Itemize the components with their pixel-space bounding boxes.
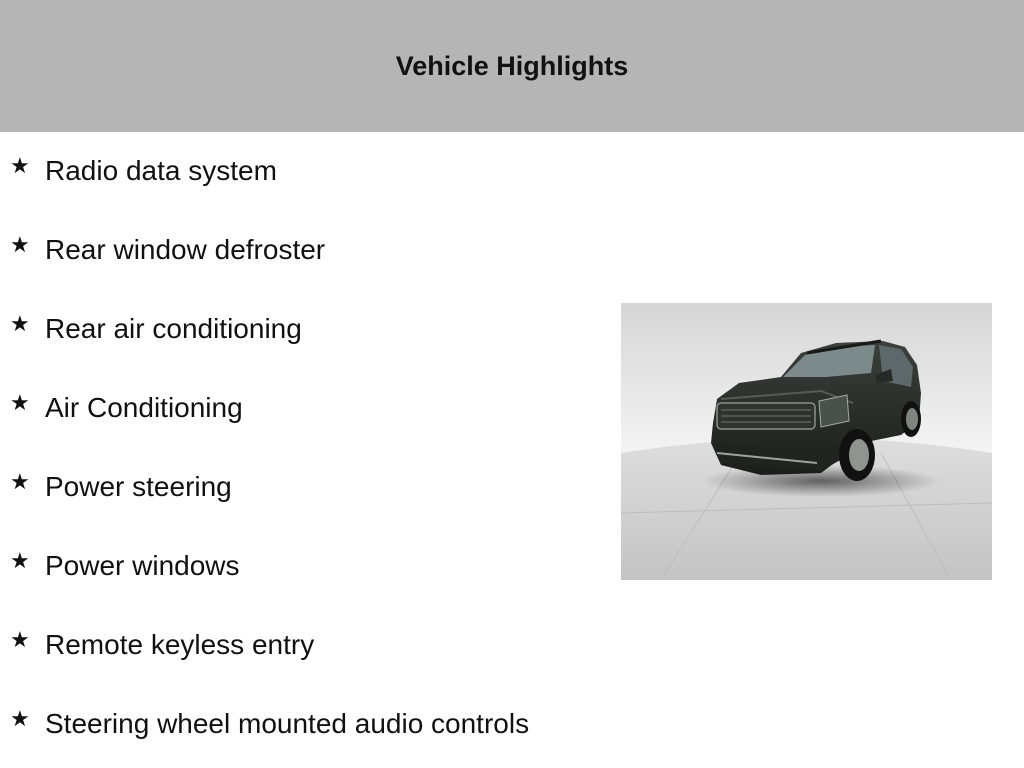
feature-label: Power steering [45,471,232,502]
star-icon: ★ [10,628,30,653]
feature-label: Power windows [45,550,240,581]
feature-list [0,132,600,764]
feature-label: Rear air conditioning [45,313,302,344]
list-item [0,132,600,211]
list-item [0,211,600,290]
star-icon: ★ [10,154,30,179]
list-item [0,290,600,369]
list-item [0,685,600,764]
star-icon: ★ [10,707,30,732]
list-item [0,606,600,685]
star-icon: ★ [10,312,30,337]
star-icon: ★ [10,549,30,574]
star-icon: ★ [10,233,30,258]
page-title: Vehicle Highlights [395,50,629,81]
star-icon: ★ [10,470,30,495]
feature-label: Steering wheel mounted audio controls [45,708,530,739]
list-item [0,369,600,448]
vehicle-photo [621,303,992,580]
list-item [0,527,600,606]
suv-illustration [621,303,992,580]
feature-label: Radio data system [45,155,277,186]
header-bar [0,0,1024,132]
list-item [0,448,600,527]
feature-label: Remote keyless entry [45,629,315,660]
feature-label: Rear window defroster [45,234,326,265]
star-icon: ★ [10,391,30,416]
feature-label: Air Conditioning [45,392,243,423]
